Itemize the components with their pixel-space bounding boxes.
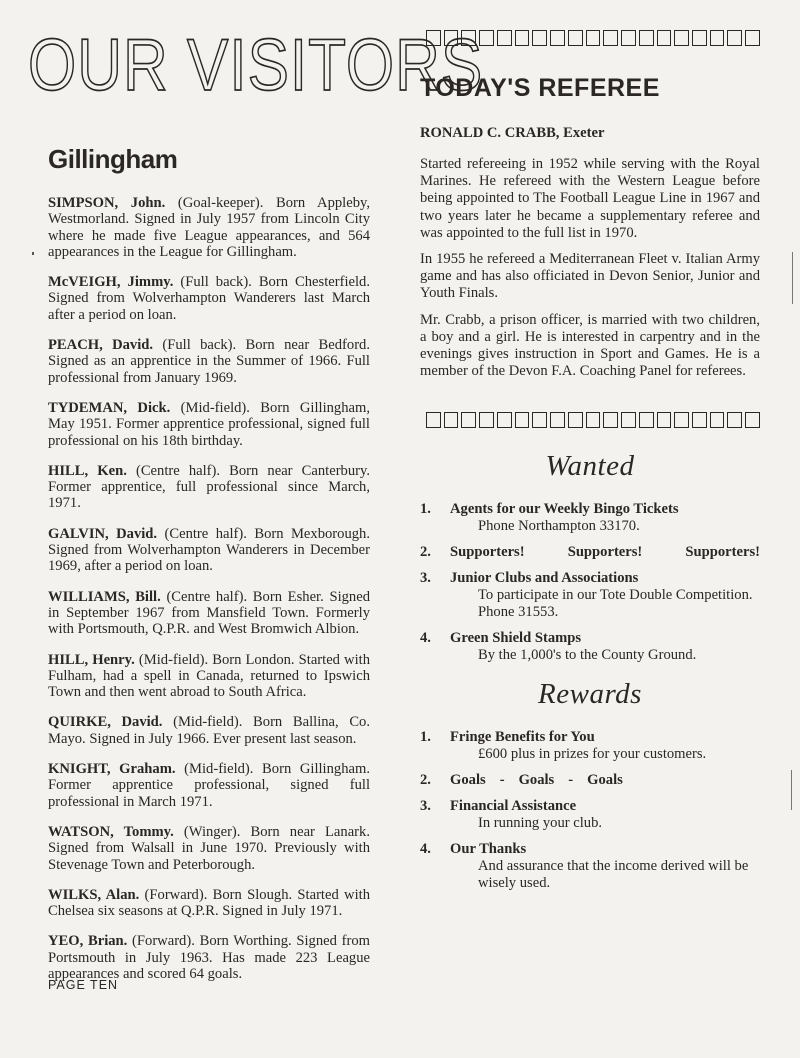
scan-dot xyxy=(32,252,34,255)
item-title: Fringe Benefits for You xyxy=(450,729,595,746)
player-entry xyxy=(48,761,370,810)
ornament-box xyxy=(497,412,512,428)
player-bio: (Full back). Born Chesterfield. Signed from Wolverhampton Wanderers last March after a period on loan. xyxy=(48,274,370,323)
ornament-box xyxy=(550,30,565,46)
ornament-box xyxy=(515,30,530,46)
ornament-box xyxy=(568,412,583,428)
ornament-box xyxy=(479,30,494,46)
wanted-item xyxy=(420,501,760,535)
player-bio: (Mid-field). Born Ballina, Co. Mayo. Signed in July 1966. Ever present last season. xyxy=(48,714,370,747)
goals-word: Goals xyxy=(450,772,486,789)
item-number: 1. xyxy=(420,501,431,518)
rewards-item xyxy=(420,729,760,763)
player-entry xyxy=(48,589,370,638)
goals-word: Goals xyxy=(518,772,555,789)
player-name: HILL, Ken. xyxy=(48,462,127,479)
ornament-box xyxy=(657,30,672,46)
ornament-box xyxy=(657,412,672,428)
player-name: WILLIAMS, Bill. xyxy=(48,588,161,605)
player-name: QUIRKE, David. xyxy=(48,714,163,731)
ornament-box xyxy=(674,412,689,428)
goals-dash: - xyxy=(499,772,505,789)
player-name: PEACH, David. xyxy=(48,337,154,354)
player-name: McVEIGH, Jimmy. xyxy=(48,274,174,291)
player-bio: (Mid-field). Born Gillingham, May 1951. Former apprentice professional, signed full professional on his 18th birthday. xyxy=(48,399,370,449)
item-detail: By the 1,000's to the County Ground. xyxy=(478,647,697,664)
page-number: PAGE TEN xyxy=(48,978,119,992)
wanted-item xyxy=(420,570,760,621)
referee-name: RONALD C. CRABB, Exeter xyxy=(420,125,605,141)
player-name: HILL, Henry. xyxy=(48,651,135,668)
item-title: Junior Clubs and Associations xyxy=(450,570,639,587)
referee-paragraph: Mr. Crabb, a prison officer, is married with two children, a boy and a girl. He is interested in carpentry and in the evenings gives instruction in Sport and Games. He is a member of the Devon F.A. Coaching Panel for referees. xyxy=(420,311,760,380)
ornament-box xyxy=(603,30,618,46)
item-number: 3. xyxy=(420,570,431,587)
player-bio: (Forward). Born Slough. Started with Chelsea six seasons at Q.P.R. Signed in July 1971. xyxy=(48,886,370,920)
player-bio: (Mid-field). Born Gillingham. Former apprentice professional, signed full professional in March 1971. xyxy=(48,761,370,810)
ornament-box xyxy=(692,30,707,46)
player-bio: (Centre half). Born Esher. Signed in September 1967 from Mansfield Town. Formerly with Portsmouth, Q.P.R. and West Bromwich Albion. xyxy=(48,588,370,638)
player-name: TYDEMAN, Dick. xyxy=(48,399,171,416)
player-entry xyxy=(48,652,370,701)
player-entry xyxy=(48,337,370,386)
item-number: 4. xyxy=(420,841,431,858)
item-detail: In running your club. xyxy=(478,815,603,832)
item-title: Financial Assistance xyxy=(450,798,577,815)
ornament-box xyxy=(444,30,459,46)
player-name: YEO, Brian. xyxy=(48,933,128,950)
player-bio: (Centre half). Born near Canterbury. Former apprentice, full professional since March, 1971. xyxy=(48,462,370,512)
player-name: WILKS, Alan. xyxy=(48,886,140,903)
ornament-box xyxy=(532,412,547,428)
ornament-box xyxy=(621,412,636,428)
scan-mark xyxy=(792,252,793,304)
ornament-box xyxy=(550,412,565,428)
ornament-box xyxy=(426,412,441,428)
rewards-item xyxy=(420,798,760,832)
ornament-box xyxy=(710,412,725,428)
item-detail: Phone Northampton 33170. xyxy=(478,518,640,535)
ornament-box xyxy=(586,412,601,428)
visitors-column xyxy=(28,25,484,996)
ornament-box xyxy=(621,30,636,46)
ornament-box xyxy=(515,412,530,428)
item-detail: To participate in our Tote Double Competition. Phone 31553. xyxy=(478,587,753,621)
ornament-box xyxy=(426,30,441,46)
item-number: 1. xyxy=(420,729,431,746)
player-entry xyxy=(48,887,370,920)
item-title: Green Shield Stamps xyxy=(450,630,582,647)
player-bio: (Centre half). Born Mexborough. Signed from Wolverhampton Wanderers in December 1969, after a period on loan. xyxy=(48,525,370,575)
player-entry xyxy=(48,274,370,323)
rewards-heading: Rewards xyxy=(538,678,642,711)
ornament-box xyxy=(586,30,601,46)
ornament-box xyxy=(479,412,494,428)
ornament-box xyxy=(639,30,654,46)
rewards-item xyxy=(420,841,760,892)
referee-column xyxy=(420,28,760,901)
goals-word: Goals xyxy=(587,772,623,789)
player-bio: (Forward). Born Worthing. Signed from Portsmouth in July 1963. Has made 223 League appearances and scored 64 goals. xyxy=(48,933,370,982)
decorative-box-border xyxy=(426,412,760,428)
item-number: 2. xyxy=(420,544,431,561)
player-entry xyxy=(48,195,370,260)
ornament-box xyxy=(727,412,742,428)
item-title: Agents for our Weekly Bingo Tickets xyxy=(450,501,679,518)
ornament-box xyxy=(461,30,476,46)
player-entry xyxy=(48,714,370,747)
player-entry xyxy=(48,400,370,449)
player-name: WATSON, Tommy. xyxy=(48,823,174,840)
player-bio: (Goal-keeper). Born Appleby, Westmorland. Signed in July 1957 from Lincoln City where he made five League appearances, and 564 appearances in the League for Gillingham. xyxy=(48,195,370,260)
ornament-box xyxy=(568,30,583,46)
item-title: Our Thanks xyxy=(450,841,527,858)
referee-paragraph: Started refereeing in 1952 while serving with the Royal Marines. He refereed with the Western League before being appointed to The Football League Line in 1967 and two years later he became a supplementary referee and was appointed to the full list in 1970. xyxy=(420,156,760,241)
ornament-box xyxy=(639,412,654,428)
ornament-box xyxy=(461,412,476,428)
referee-heading: TODAY'S REFEREE xyxy=(420,74,660,102)
player-bio: (Full back). Born near Bedford. Signed as an apprentice in the Summer of 1966. Full professional from January 1969. xyxy=(48,337,370,386)
ornament-box xyxy=(532,30,547,46)
goals-dash: - xyxy=(568,772,574,789)
player-entry xyxy=(48,933,370,982)
team-name: Gillingham xyxy=(48,144,178,174)
item-number: 4. xyxy=(420,630,431,647)
ornament-box xyxy=(745,30,760,46)
ornament-box xyxy=(710,30,725,46)
item-detail: And assurance that the income derived will be wisely used. xyxy=(478,858,749,892)
ornament-box xyxy=(727,30,742,46)
ornament-box xyxy=(692,412,707,428)
player-bio: (Mid-field). Born London. Started with Fulham, had a spell in Canada, returned to Ipswich Town and then went abroad to South Africa. xyxy=(48,651,371,701)
ornament-box xyxy=(745,412,760,428)
player-entry xyxy=(48,526,370,575)
supporters-word: Supporters! xyxy=(567,544,643,561)
rewards-item xyxy=(420,772,760,789)
player-bio: (Winger). Born near Lanark. Signed from Walsall in June 1970. Previously with Stevenage Town and Peterborough. xyxy=(48,823,370,873)
item-number: 2. xyxy=(420,772,431,789)
player-name: SIMPSON, John. xyxy=(48,195,166,211)
ornament-box xyxy=(603,412,618,428)
item-detail: £600 plus in prizes for your customers. xyxy=(478,746,707,763)
referee-paragraph: In 1955 he refereed a Mediterranean Fleet v. Italian Army game and has also officiated in Devon Senior, Junior and Youth Finals. xyxy=(420,251,760,302)
our-visitors-banner: OUR VISITORS xyxy=(28,25,484,107)
wanted-item xyxy=(420,630,760,664)
wanted-heading: Wanted xyxy=(545,450,635,483)
player-entry xyxy=(48,463,370,512)
player-name: KNIGHT, Graham. xyxy=(48,761,176,778)
supporters-word: Supporters! xyxy=(450,544,525,561)
item-number: 3. xyxy=(420,798,431,815)
decorative-box-border xyxy=(426,30,760,46)
scan-mark xyxy=(791,770,792,810)
supporters-word: Supporters! xyxy=(685,544,760,561)
ornament-box xyxy=(674,30,689,46)
ornament-box xyxy=(497,30,512,46)
wanted-item xyxy=(420,544,760,561)
player-entry xyxy=(48,824,370,873)
ornament-box xyxy=(444,412,459,428)
player-name: GALVIN, David. xyxy=(48,525,158,542)
